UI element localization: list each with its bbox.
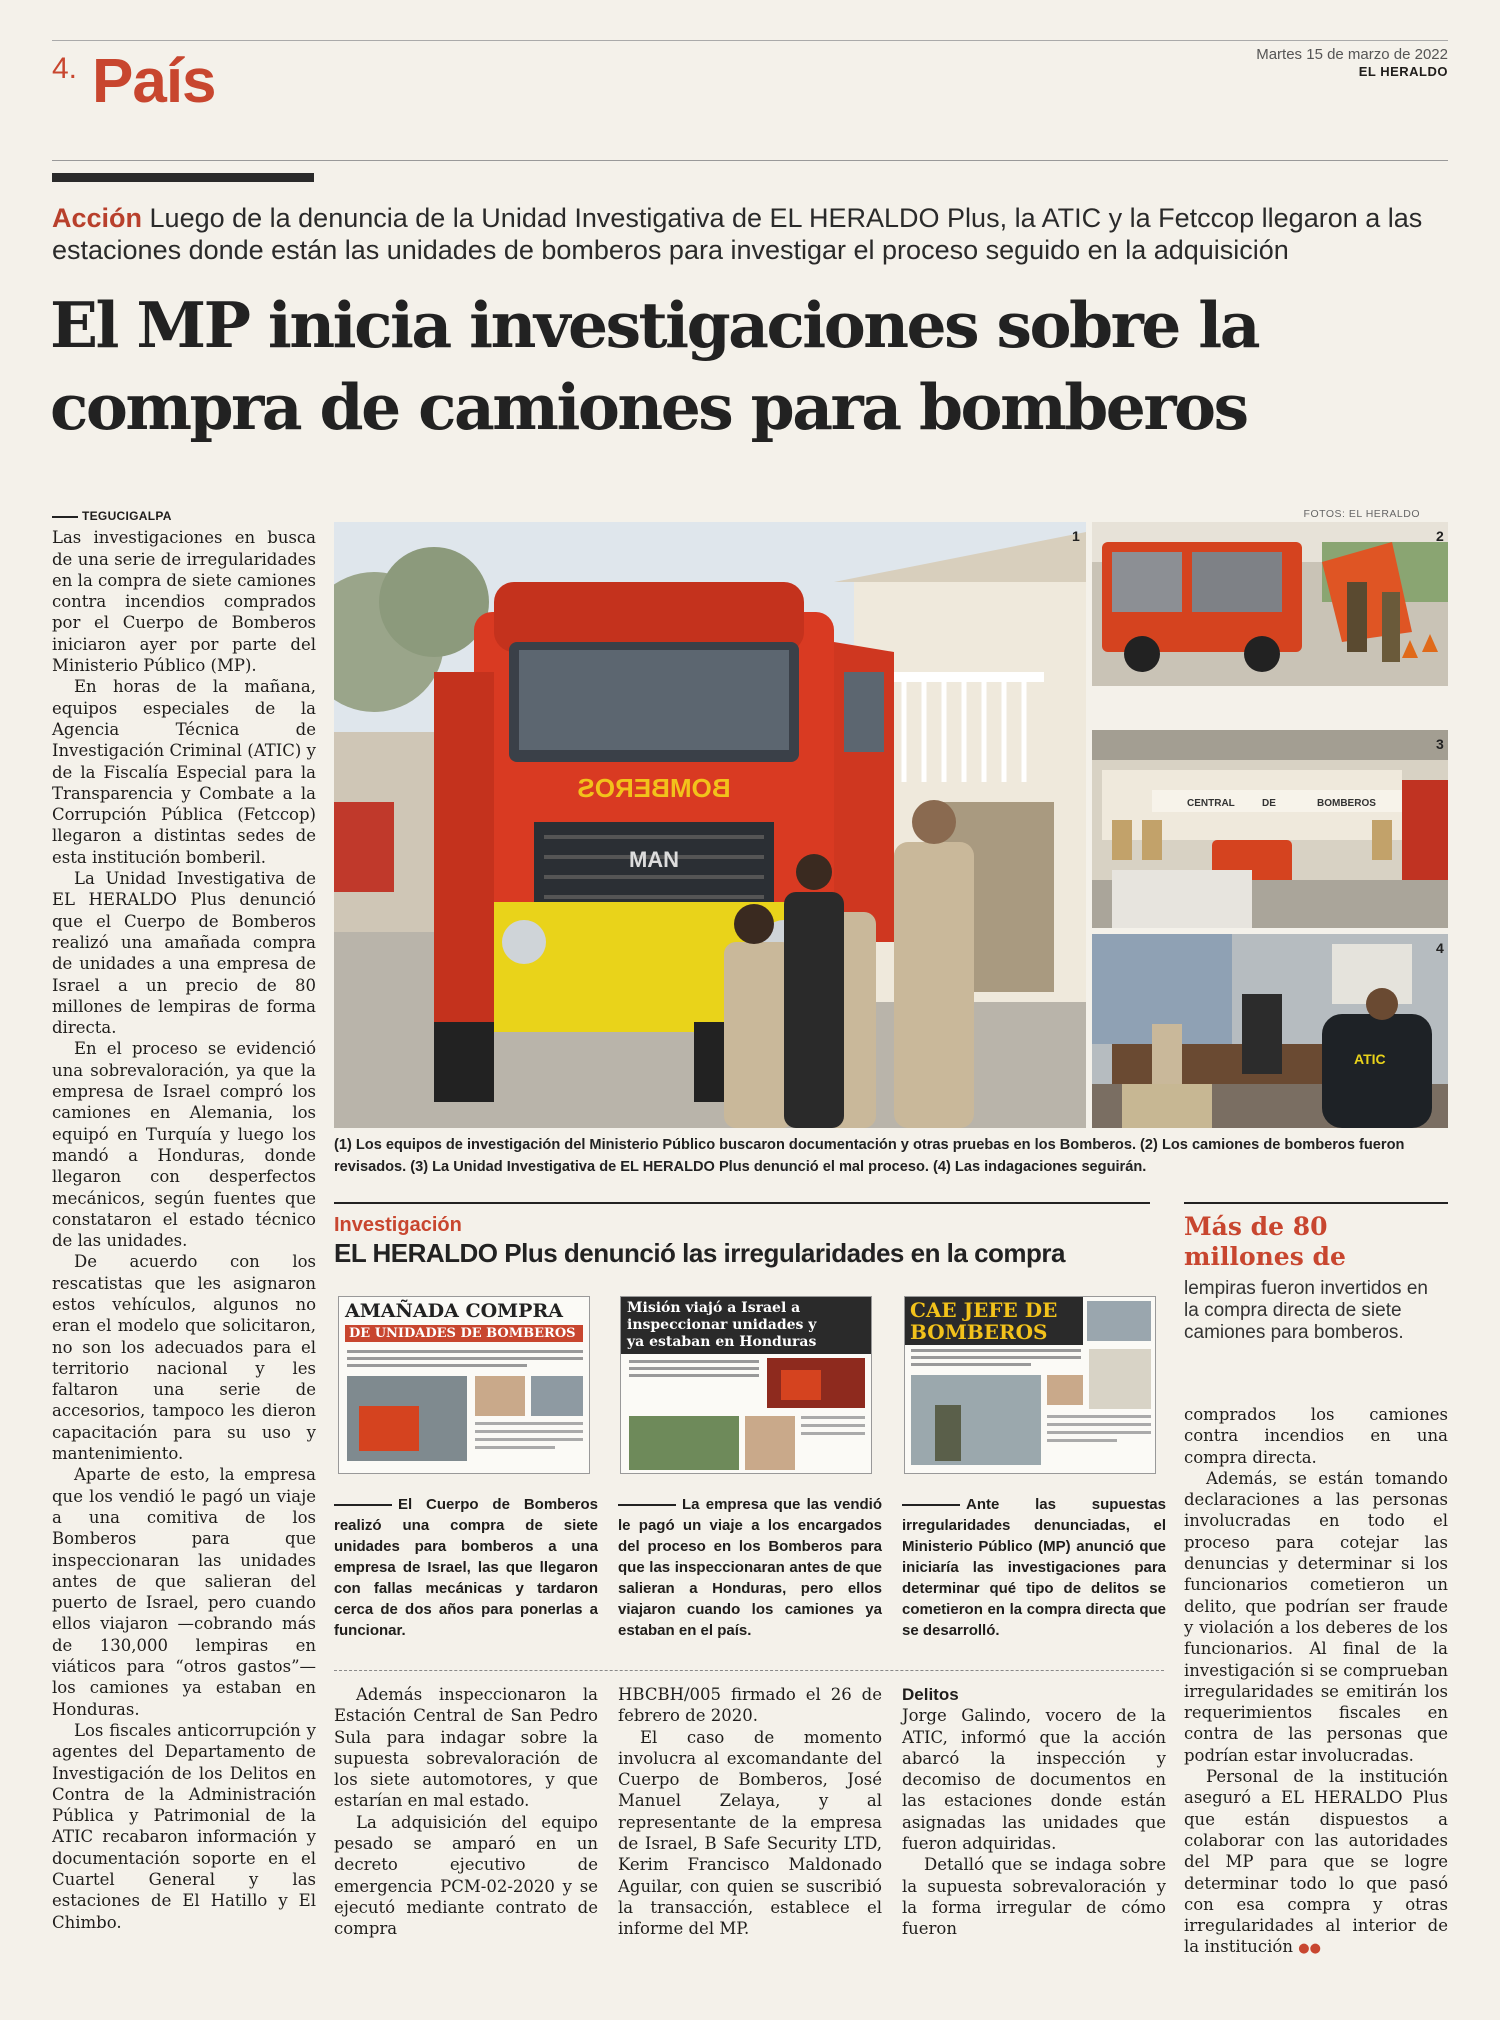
newspaper-name: EL HERALDO (1358, 64, 1448, 79)
clipping-title-3b: BOMBEROS (910, 1320, 1048, 1344)
kicker-label: Acción (52, 203, 143, 233)
paragraph: Los fiscales anticorrupción y agentes del Departamento de Investigación de los Delitos en Contra de la Administración Pública y Patrimonial de la ATIC recabaron información y documentación soporte en el Cuartel General y las estaciones de El Hatillo y El Chimbo. (52, 1720, 316, 1932)
page-number: 4. (52, 52, 78, 85)
sidebar-rule (1184, 1202, 1448, 1204)
photo-number-3: 3 (1436, 736, 1444, 752)
section-title: País (92, 47, 216, 116)
paragraph: En horas de la mañana, equipos especiales de la Agencia Técnica de Investigación Criminal (ATIC) y de la Fiscalía Especial para la Transparencia y Combate a la Corrupción Pública (Fetccop) llegaron a distintas sedes de esta institución bomberil. (52, 677, 316, 867)
paragraph: El caso de momento involucra al excomandante del Cuerpo de Bomberos, José Manuel Zelaya, y al representante de la empresa de Israel, B Safe Security LTD, Kerim Francisco Maldonado Aguilar, con quien se suscribió la transacción, establece el informe del MP. (618, 1727, 882, 1939)
investigation-rule (334, 1202, 1150, 1204)
paragraph: De acuerdo con los rescatistas que les asignaron estos vehículos, algunos no eran el modelo que solicitaron, no son los adecuados para el territorio nacional y les faltaron una serie de accesorios, tampoco les dieron capacitación para su uso y mantenimiento. (52, 1252, 316, 1464)
headline: El MP inicia investigaciones sobre la compra de camiones para bomberos (50, 288, 1259, 444)
paragraph: Detalló que se indaga sobre la supuesta sobrevaloración y la forma irregular de cómo fueron (902, 1855, 1166, 1939)
end-mark: ●● (1298, 1941, 1321, 1957)
article-column-4 (902, 1684, 1166, 1940)
paragraph: Jorge Galindo, vocero de la ATIC, informó que la acción abarcó la inspección y decomiso de documentos en las estaciones donde están asignadas las unidades que fueron adquiridas. (902, 1706, 1166, 1854)
photo-number-4: 4 (1436, 940, 1444, 956)
article-left-column (52, 506, 316, 1933)
paragraph: Las investigaciones en busca de una serie de irregularidades en la compra de siete camiones contra incendios comprados por el Cuerpo de Bomberos iniciaron ayer por parte del Ministerio Público (MP). (52, 528, 316, 676)
clipping-title-1b: DE UNIDADES DE BOMBEROS (345, 1325, 583, 1342)
photo-main-fire-truck (334, 522, 1086, 1128)
issue-date: Martes 15 de marzo de 2022 (1256, 46, 1448, 63)
section-divider (334, 1670, 1164, 1671)
station-sign-right: BOMBEROS (1317, 798, 1376, 809)
paragraph: Personal de la institución aseguró a EL HERALDO Plus que están dispuestos a colaborar con las autoridades del MP para que se logre determinar todo lo que pasó con esa compra y otras irregularidades al interior de la institución ●● (1184, 1767, 1448, 1957)
investigation-title: EL HERALDO Plus denunció las irregularidades en la compra (334, 1238, 1065, 1268)
vest-text: ATIC (1354, 1051, 1386, 1067)
sidebar-highlight: Más de 80 millones de (1184, 1212, 1346, 1271)
paragraph: HBCBH/005 firmado el 26 de febrero de 2020. (618, 1685, 882, 1726)
station-sign-mid: DE (1262, 798, 1276, 809)
sidebar-subtext: lempiras fueron invertidos en la compra directa de siete camiones para bomberos. (1184, 1278, 1428, 1343)
clipping-thumbnail-2 (620, 1296, 872, 1474)
station-sign-left: CENTRAL (1187, 798, 1235, 809)
clipping-title-2b: ya estaban en Honduras (627, 1334, 817, 1350)
photo-credit: FOTOS: EL HERALDO (1303, 508, 1420, 520)
clipping-thumbnail-1 (338, 1296, 590, 1474)
article-column-5 (1184, 1404, 1448, 1960)
clipping-title-3a: CAE JEFE DE (910, 1298, 1058, 1322)
photo-number-1: 1 (1072, 528, 1080, 544)
top-rule (52, 40, 1448, 41)
article-column-2 (334, 1684, 598, 1940)
photo-fire-station (1092, 730, 1448, 928)
paragraph: La adquisición del equipo pesado se amparó en un decreto ejecutivo de emergencia PCM-02-2020 y se ejecutó mediante contrato de compra (334, 1812, 598, 1939)
photo-caption: (1) Los equipos de investigación del Ministerio Público buscaron documentación y otras pruebas en los Bomberos. (2) Los camiones de bomberos fueron revisados. (3) La Unidad Investigativa de EL HERALDO Plus denunció el mal proceso. (4) Las indagaciones seguirán. (334, 1137, 1405, 1175)
kicker-text: Luego de la denuncia de la Unidad Investigativa de EL HERALDO Plus, la ATIC y la Fetccop llegaron a las estaciones donde están las unidades de bomberos para investigar el proceso seguido en la adquisición (52, 203, 1423, 265)
paragraph: En el proceso se evidenció una sobrevaloración, ya que la empresa de Israel compró los camiones en Alemania, los equipó en Turquía y luego los mandó a Honduras, donde llegaron con desperfectos mecánicos, según fuentes que constataron el estado técnico de las unidades. (52, 1039, 316, 1251)
dateline: TEGUCIGALPA (52, 506, 316, 527)
article-column-3 (618, 1684, 882, 1940)
photo-atic-office (1092, 934, 1448, 1128)
clipping-caption-1: El Cuerpo de Bomberos realizó una compra de siete unidades para bomberos a una empresa de Israel, las que llegaron con fallas mecánicas y tardaron cerca de dos años para ponerlas a funcionar. (334, 1496, 598, 1639)
clipping-title-2a: Misión viajó a Israel a inspeccionar unidades y (627, 1300, 817, 1333)
paragraph: La Unidad Investigativa de EL HERALDO Plus denunció que el Cuerpo de Bomberos realizó una amañada compra de unidades a una empresa de Israel a un precio de 80 millones de lempiras de forma directa. (52, 869, 316, 1038)
photo-number-2: 2 (1436, 528, 1444, 544)
header-rule (52, 160, 1448, 161)
subhead-delitos: Delitos (902, 1685, 959, 1704)
paragraph: Aparte de esto, la empresa que los vendió le pagó un viaje a una comitiva de los Bomberos para que inspeccionaran las unidades antes de que salieran del puerto de Israel, pero cuando ellos viajaron —cobrando más de 130,000 lempiras en viáticos para “otros gastos”— los camiones ya estaban en Honduras. (52, 1465, 316, 1719)
paragraph: comprados los camiones contra incendios en una compra directa. (1184, 1405, 1448, 1467)
investigation-label: Investigación (334, 1214, 462, 1236)
truck-brand: MAN (628, 847, 680, 872)
clipping-caption-3: Ante las supuestas irregularidades denunciadas, el Ministerio Público (MP) anunció que iniciaría las investigaciones para determinar qué tipo de delitos se cometieron en la compra directa que se desarrolló. (902, 1496, 1166, 1639)
paragraph: Además, se están tomando declaraciones a las personas involucradas en todo el proceso para cotejar las denuncias y determinar si los funcionarios cometieron un delito, que podrían ser fraude y violación a los deberes de los funcionarios. Al final de la investigación si se comprueban irregularidades se emitirán los requerimientos fiscales en contra de las personas que podrían estar involucradas. (1184, 1468, 1448, 1765)
kicker (52, 202, 1452, 266)
clipping-thumbnail-3 (904, 1296, 1156, 1474)
paragraph: Además inspeccionaron la Estación Central de San Pedro Sula para indagar sobre la supuesta sobrevaloración de los siete automotores, y que estarían en mal estado. (334, 1685, 598, 1811)
photo-truck-inspection (1092, 522, 1448, 686)
clipping-title-1a: AMAÑADA COMPRA (345, 1300, 563, 1322)
truck-sign: BOMBEROS (577, 773, 731, 803)
kicker-bar (52, 173, 314, 182)
clipping-caption-2: La empresa que las vendió le pagó un viaje a los encargados del proceso en los Bomberos para que las inspeccionaran antes de que salieran a Honduras, pero ellos viajaron cuando los camiones ya estaban en el país. (618, 1496, 882, 1639)
